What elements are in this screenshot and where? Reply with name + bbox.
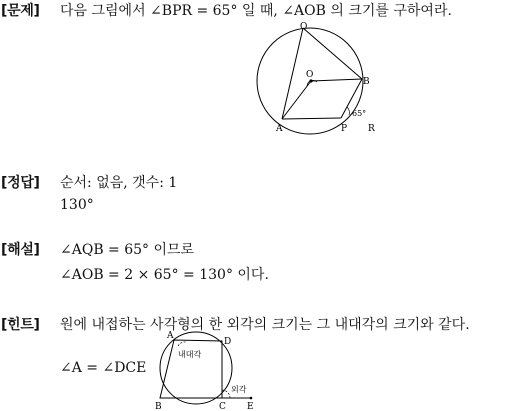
explanation-line-1: ∠AQB = 65° 이므로	[60, 242, 195, 258]
hint-fig-label-d: D	[224, 337, 232, 347]
explanation-line-2: ∠AOB = 2 × 65° = 130° 이다.	[60, 267, 269, 283]
hint-text: 원에 내접하는 사각형의 한 외각의 크기는 그 내대각의 크기와 같다.	[60, 317, 470, 333]
hint-fig-label-c: C	[219, 402, 226, 411]
fig-angle-65: 65°	[352, 109, 367, 118]
hint-tag: [힌트]	[1, 317, 40, 333]
answer-tag: [정답]	[1, 175, 40, 191]
hint-fig-label-e: E	[247, 402, 254, 411]
hint-fig-label-a: A	[167, 331, 174, 341]
fig-label-b: B	[363, 77, 370, 87]
problem-tag: [문제]	[1, 3, 40, 19]
hint-formula: ∠A = ∠DCE	[60, 360, 147, 376]
fig-label-q: Q	[300, 22, 308, 32]
answer-line-1: 순서: 없음, 갯수: 1	[60, 175, 178, 191]
problem-figure	[255, 18, 385, 138]
fig-label-a: A	[276, 124, 283, 134]
explanation-tag: [해설]	[1, 242, 40, 258]
hint-fig-outer-angle: 외각	[231, 385, 247, 394]
hint-fig-label-b: B	[155, 402, 162, 411]
problem-text: 다음 그림에서 ∠BPR = 65° 일 때, ∠AOB 의 크기를 구하여라.	[60, 3, 452, 19]
fig-label-o: O	[306, 70, 314, 80]
hint-figure	[152, 330, 264, 411]
fig-label-r: R	[368, 124, 375, 134]
hint-fig-inner-angle: 내대각	[178, 350, 202, 359]
answer-line-2: 130°	[60, 197, 94, 213]
fig-label-p: P	[341, 124, 348, 134]
